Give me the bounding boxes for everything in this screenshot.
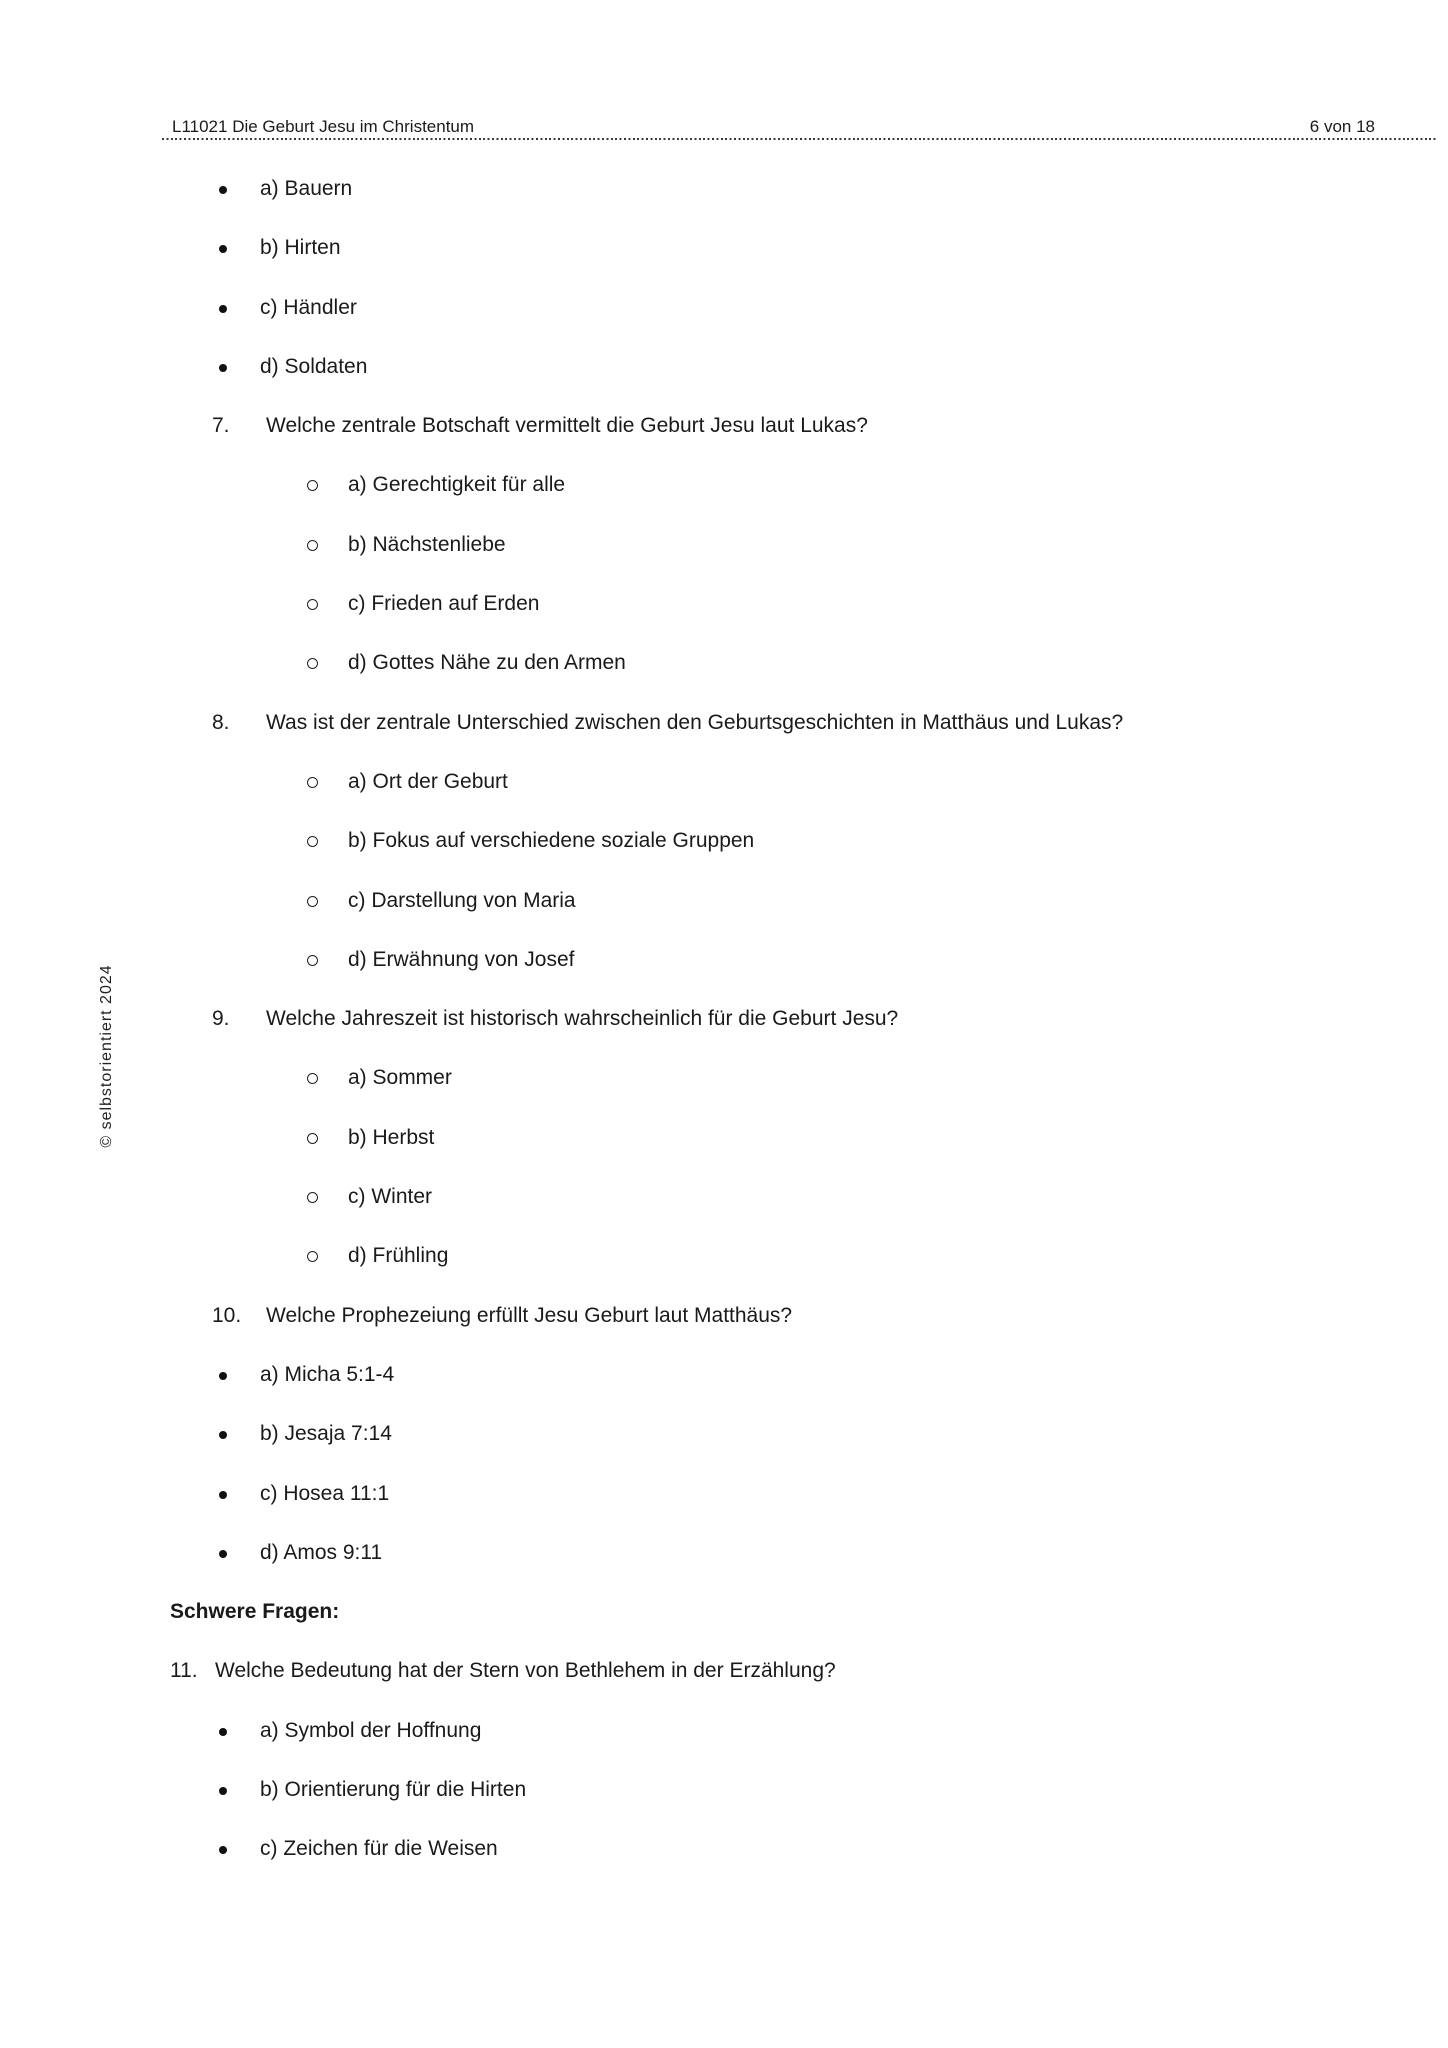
answer-option (0, 591, 1448, 617)
circle-bullet-icon (307, 1192, 318, 1203)
question-line (0, 1006, 1448, 1032)
answer-option-label: c) Frieden auf Erden (348, 592, 540, 616)
section-heading (0, 1599, 1448, 1625)
question-line (0, 710, 1448, 736)
answer-option (0, 1836, 1448, 1862)
circle-bullet-icon (307, 1251, 318, 1262)
answer-option (0, 1481, 1448, 1507)
answer-option-label: b) Hirten (260, 236, 341, 260)
question-number: 10. (212, 1303, 242, 1327)
answer-option-label: b) Nächstenliebe (348, 532, 506, 556)
circle-bullet-icon (307, 1133, 318, 1144)
answer-option (0, 1777, 1448, 1803)
answer-option-label: a) Ort der Geburt (348, 769, 508, 793)
answer-option (0, 1540, 1448, 1566)
question-number: 8. (212, 710, 230, 734)
answer-option (0, 295, 1448, 321)
answer-option (0, 888, 1448, 914)
answer-option-label: b) Orientierung für die Hirten (260, 1778, 527, 1802)
bullet-icon (219, 1372, 227, 1380)
question-line (0, 1658, 1448, 1684)
circle-bullet-icon (307, 658, 318, 669)
bullet-icon (219, 1787, 227, 1795)
circle-bullet-icon (307, 1073, 318, 1084)
answer-option-label: d) Soldaten (260, 354, 368, 378)
question-number: 11. (170, 1659, 198, 1683)
bullet-icon (219, 305, 227, 313)
answer-option-label: c) Zeichen für die Weisen (260, 1837, 498, 1861)
answer-option (0, 1125, 1448, 1151)
answer-option-label: c) Hosea 11:1 (260, 1481, 390, 1505)
answer-option-label: d) Frühling (348, 1244, 449, 1268)
answer-option (0, 1421, 1448, 1447)
answer-option (0, 828, 1448, 854)
circle-bullet-icon (307, 777, 318, 788)
question-line (0, 413, 1448, 439)
bullet-icon (219, 1728, 227, 1736)
circle-bullet-icon (307, 540, 318, 551)
answer-option-label: c) Winter (348, 1185, 432, 1209)
question-text: Was ist der zentrale Unterschied zwischen den Geburtsgeschichten in Matthäus und Lukas? (266, 710, 1124, 734)
question-text: Welche Bedeutung hat der Stern von Bethlehem in der Erzählung? (215, 1659, 836, 1683)
answer-option (0, 176, 1448, 202)
bullet-icon (219, 364, 227, 372)
answer-option (0, 1243, 1448, 1269)
answer-option-label: a) Bauern (260, 177, 353, 200)
answer-option-label: b) Herbst (348, 1125, 435, 1149)
copyright-sidenote: © selbstorientiert 2024 (98, 964, 115, 1148)
answer-option-label: c) Händler (260, 295, 357, 319)
answer-option-label: a) Symbol der Hoffnung (260, 1718, 482, 1742)
circle-bullet-icon (307, 480, 318, 491)
answer-option (0, 1362, 1448, 1388)
page-number-indicator: 6 von 18 (1309, 117, 1375, 136)
answer-option-label: d) Erwähnung von Josef (348, 947, 575, 971)
circle-bullet-icon (307, 836, 318, 847)
answer-option (0, 235, 1448, 261)
bullet-icon (219, 1846, 227, 1854)
answer-option (0, 532, 1448, 558)
bullet-icon (219, 1431, 227, 1439)
answer-option (0, 472, 1448, 498)
answer-option-label: a) Micha 5:1-4 (260, 1362, 395, 1386)
bullet-icon (219, 1550, 227, 1558)
document-title: L11021 Die Geburt Jesu im Christentum (172, 117, 475, 136)
answer-option-label: b) Fokus auf verschiedene soziale Gruppen (348, 829, 755, 853)
question-list (0, 176, 1448, 1896)
answer-option-label: c) Darstellung von Maria (348, 888, 576, 912)
answer-option-label: a) Gerechtigkeit für alle (348, 473, 566, 497)
question-text: Welche zentrale Botschaft vermittelt die Geburt Jesu laut Lukas? (266, 414, 868, 438)
circle-bullet-icon (307, 955, 318, 966)
answer-option (0, 947, 1448, 973)
question-text: Welche Jahreszeit ist historisch wahrscheinlich für die Geburt Jesu? (266, 1007, 899, 1031)
bullet-icon (219, 186, 227, 194)
circle-bullet-icon (307, 896, 318, 907)
answer-option (0, 1184, 1448, 1210)
bullet-icon (219, 1491, 227, 1499)
answer-option (0, 650, 1448, 676)
question-number: 9. (212, 1007, 230, 1031)
question-number: 7. (212, 414, 230, 438)
bullet-icon (219, 245, 227, 253)
answer-option (0, 354, 1448, 380)
answer-option (0, 769, 1448, 795)
answer-option-label: a) Sommer (348, 1066, 452, 1090)
question-text: Welche Prophezeiung erfüllt Jesu Geburt laut Matthäus? (266, 1303, 793, 1327)
question-line (0, 1303, 1448, 1329)
answer-option (0, 1065, 1448, 1091)
answer-option-label: d) Gottes Nähe zu den Armen (348, 651, 626, 675)
answer-option-label: b) Jesaja 7:14 (260, 1422, 392, 1446)
circle-bullet-icon (307, 599, 318, 610)
answer-option-label: d) Amos 9:11 (260, 1540, 383, 1564)
header-divider (162, 138, 1437, 140)
section-heading-label: Schwere Fragen: (170, 1600, 340, 1624)
answer-option (0, 1718, 1448, 1744)
